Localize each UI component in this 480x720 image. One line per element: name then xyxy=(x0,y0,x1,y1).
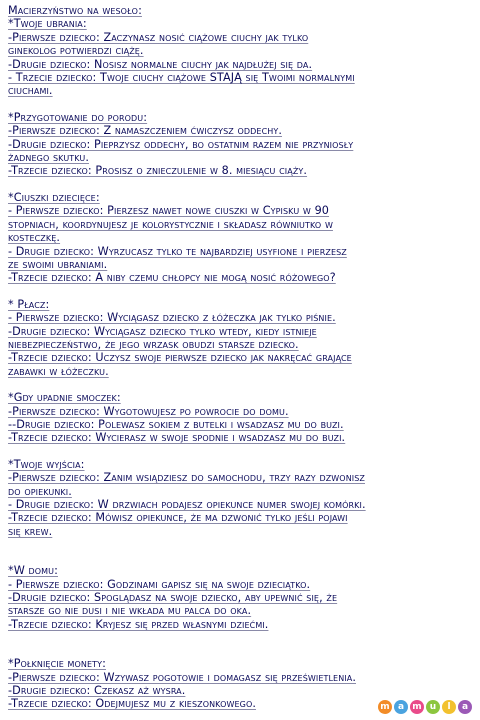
line-spacer xyxy=(8,538,472,564)
text-line: - Pierwsze dziecko: Pierzesz nawet nowe ciuszki w Cypisku w 90 xyxy=(8,204,330,218)
text-line: -Pierwsze dziecko: Z namaszczeniem ćwiczysz oddechy. xyxy=(8,124,283,138)
text-line: starsze go nie dusi i nie wkłada mu palca do oka. xyxy=(8,604,252,618)
section-heading: *W domu: xyxy=(8,564,58,578)
section-heading: * Płacz: xyxy=(8,297,50,311)
text-line: --Drugie dziecko: Polewasz sokiem z butelki i wsadzasz mu do buzi. xyxy=(8,417,344,431)
section-heading: *Twoje ubrania: xyxy=(8,17,87,31)
section-heading: *Połknięcie monety: xyxy=(8,657,107,671)
text-line: -Drugie dziecko: Nosisz normalne ciuchy jak najdłużej się da. xyxy=(8,57,313,71)
line-spacer xyxy=(8,378,472,391)
section-heading: *Twoje wyjścia: xyxy=(8,457,85,471)
text-line: - Pierwsze dziecko: Wyciągasz dziecko z łóżeczka jak tylko piśnie. xyxy=(8,311,336,325)
text-line: stopniach, koordynujesz je kolorystycznie i składasz równiutko w xyxy=(8,217,333,231)
section-heading: *Gdy upadnie smoczek: xyxy=(8,391,121,405)
text-line: -Drugie dziecko: Pieprzysz oddechy, bo ostatnim razem nie przyniosły xyxy=(8,137,354,151)
text-line: -Pierwsze dziecko: Wygotowujesz po powrocie do domu. xyxy=(8,404,289,418)
text-line: -Trzecie dziecko: Prosisz o znieczulenie w 8. miesiącu ciąży. xyxy=(8,164,308,178)
text-line: - Drugie dziecko: Wyrzucasz tylko te najbardziej usyfione i pierzesz xyxy=(8,244,347,258)
text-line: - Drugie dziecko: W drzwiach podajesz opiekunce numer swojej komórki. xyxy=(8,498,366,511)
text-line: do opiekunki. xyxy=(8,484,72,498)
watermark-letter: l xyxy=(442,700,456,714)
line-spacer xyxy=(8,285,472,298)
section-heading: *Przygotowanie do porodu: xyxy=(8,110,148,124)
text-line: -Trzecie dziecko: Wycierasz w swoje spodnie i wsadzasz mu do buzi. xyxy=(8,431,346,445)
text-line: -Trzecie dziecko: Kryjesz się przed własnymi dziećmi. xyxy=(8,617,269,631)
watermark-letter: a xyxy=(394,700,408,714)
section-heading: *Ciuszki dziecięce: xyxy=(8,190,100,204)
text-line: ciuchami. xyxy=(8,84,53,98)
text-line: się krew. xyxy=(8,524,53,538)
watermark-letter: m xyxy=(378,700,392,714)
watermark-letter: m xyxy=(410,700,424,714)
text-line: kosteczkę. xyxy=(8,231,61,245)
line-spacer xyxy=(8,445,472,458)
text-line: żadnego skutku. xyxy=(8,151,89,165)
text-line: ginekolog potwierdzi ciążę. xyxy=(8,44,144,58)
document-text xyxy=(8,4,472,711)
text-line: -Trzecie dziecko: A niby czemu chłopcy nie mogą nosić różowego? xyxy=(8,271,336,285)
text-line: -Trzecie dziecko: Odejmujesz mu z kieszonkowego. xyxy=(8,697,257,711)
section-heading: Macierzyństwo na wesoło: xyxy=(8,4,142,17)
text-line: -Trzecie dziecko: Uczysz swoje pierwsze dziecko jak nakręcać grające xyxy=(8,351,352,365)
text-line: niebezpieczeństwo, że jego wrzask obudzi starsze dziecko. xyxy=(8,337,299,351)
line-spacer xyxy=(8,631,472,657)
text-line: -Drugie dziecko: Czekasz aż wysra. xyxy=(8,684,186,698)
text-line: -Pierwsze dziecko: Wzywasz pogotowie i domagasz się prześwietlenia. xyxy=(8,670,356,684)
watermark-logo xyxy=(378,700,472,714)
text-line: ze swoimi ubraniami. xyxy=(8,257,108,271)
line-spacer xyxy=(8,98,472,111)
text-line: -Pierwsze dziecko: Zaczynasz nosić ciążowe ciuchy jak tylko xyxy=(8,30,309,44)
text-line: zabawki w łóżeczku. xyxy=(8,364,109,378)
text-line: -Pierwsze dziecko: Zanim wsiądziesz do samochodu, trzy razy dzwonisz xyxy=(8,471,365,485)
text-line: - Trzecie dziecko: Twoje ciuchy ciążowe STAJĄ się Twoimi normalnymi xyxy=(8,71,355,85)
text-line: - Pierwsze dziecko: Godzinami gapisz się na swoje dzieciątko. xyxy=(8,577,311,591)
text-line: -Drugie dziecko: Wyciągasz dziecko tylko wtedy, kiedy istnieje xyxy=(8,324,317,338)
watermark-letter: a xyxy=(458,700,472,714)
text-line: -Drugie dziecko: Spoglądasz na swoje dziecko, aby upewnić się, że xyxy=(8,591,338,605)
line-spacer xyxy=(8,178,472,191)
watermark-letter: u xyxy=(426,700,440,714)
text-line: -Trzecie dziecko: Mówisz opiekunce, że ma dzwonić tylko jeśli pojawi xyxy=(8,511,348,525)
